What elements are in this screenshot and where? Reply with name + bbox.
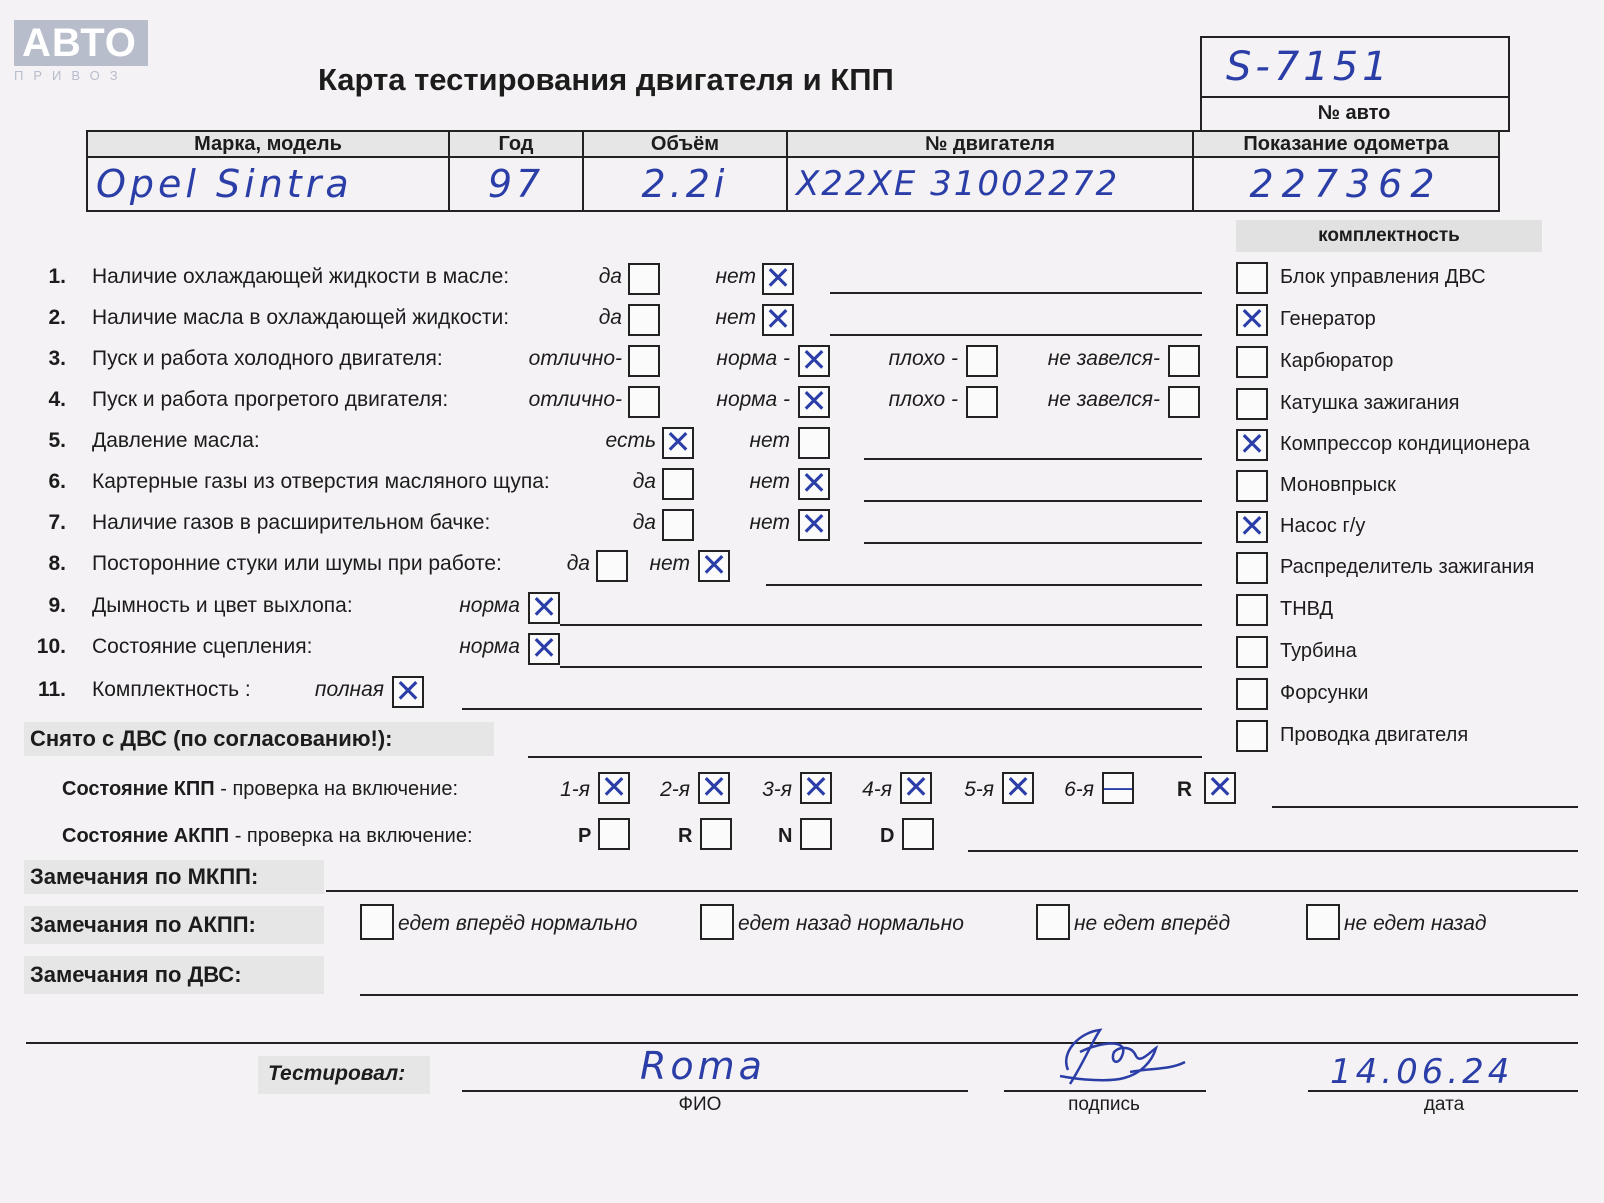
option-label: нет	[649, 552, 690, 575]
komplekt-item: Турбина	[1280, 640, 1357, 662]
option-checkbox-checked[interactable]: ✕	[392, 676, 424, 708]
komplekt-checkbox[interactable]	[1236, 552, 1268, 584]
kpp-label-rest: - проверка на включение:	[214, 778, 459, 800]
komplekt-item: Катушка зажигания	[1280, 392, 1460, 414]
option-checkbox-checked[interactable]: ✕	[798, 345, 830, 377]
komplekt-checkbox[interactable]	[1236, 470, 1268, 502]
question-text: Состояние сцепления:	[92, 635, 313, 658]
option-label: не завелся-	[1047, 388, 1160, 411]
komplekt-checkbox[interactable]	[1236, 636, 1268, 668]
option-checkbox-checked[interactable]: ✕	[798, 468, 830, 500]
akpp-position-label: P	[578, 825, 592, 847]
option-label: отлично-	[528, 388, 622, 411]
option-checkbox-checked[interactable]: ✕	[528, 592, 560, 624]
option-checkbox-checked[interactable]: ✕	[662, 427, 694, 459]
option-label: да	[598, 265, 622, 288]
komplekt-checkbox-checked[interactable]: ✕	[1236, 304, 1268, 336]
gear-checkbox[interactable]: ✕	[800, 772, 832, 804]
gear-label: 1-я	[560, 778, 590, 801]
option-label: нет	[749, 470, 790, 493]
option-checkbox-checked[interactable]: ✕	[798, 509, 830, 541]
komplekt-item: ТНВД	[1280, 598, 1334, 620]
notes-line	[830, 292, 1202, 294]
question-text: Посторонние стуки или шумы при работе:	[92, 552, 502, 575]
option-label: да	[566, 552, 590, 575]
question-number: 3.	[48, 347, 66, 370]
header-engine-number: № двигателя	[787, 131, 1193, 157]
option-label: норма	[459, 635, 520, 658]
question-number: 7.	[48, 511, 66, 534]
tester-name: Roma	[640, 1044, 766, 1088]
value-year: 97	[449, 157, 583, 211]
remarks-mkpp-label: Замечания по МКПП:	[30, 864, 259, 889]
avtoprivoz-logo	[14, 20, 148, 83]
question-number: 5.	[48, 429, 66, 452]
option-checkbox[interactable]	[662, 468, 694, 500]
notes-line	[968, 850, 1578, 852]
value-make-model: Opel Sintra	[87, 157, 449, 211]
akpp-checkbox[interactable]	[902, 818, 934, 850]
akpp-checkbox[interactable]	[598, 818, 630, 850]
komplekt-checkbox-checked[interactable]: ✕	[1236, 511, 1268, 543]
gear-checkbox[interactable]: ✕	[1204, 772, 1236, 804]
notes-line	[360, 994, 1578, 996]
komplekt-checkbox[interactable]	[1236, 262, 1268, 294]
question-number: 6.	[48, 470, 66, 493]
gear-label: 5-я	[964, 778, 994, 801]
akpp-remark-checkbox[interactable]	[1036, 904, 1070, 940]
akpp-label-rest: - проверка на включение:	[229, 825, 473, 847]
option-label: нет	[749, 511, 790, 534]
gear-checkbox[interactable]: ✕	[598, 772, 630, 804]
option-checkbox[interactable]	[628, 263, 660, 295]
akpp-remark-option: не едет вперёд	[1074, 912, 1231, 935]
akpp-remark-option: едет вперёд нормально	[398, 912, 638, 935]
value-engine-number: X22XE 31002272	[787, 157, 1193, 211]
akpp-position-label: R	[678, 825, 693, 847]
option-label: есть	[605, 429, 656, 452]
question-text: Картерные газы из отверстия масляного щупа:	[92, 470, 550, 493]
option-label: плохо -	[888, 347, 958, 370]
gear-checkbox[interactable]: —	[1104, 771, 1132, 802]
option-label: да	[632, 511, 656, 534]
value-odometer: 227362	[1193, 157, 1499, 211]
header-odometer: Показание одометра	[1193, 131, 1499, 157]
signature-line	[1004, 1090, 1206, 1092]
akpp-remark-checkbox[interactable]	[360, 904, 394, 940]
notes-line	[560, 666, 1202, 668]
option-label: норма -	[716, 347, 790, 370]
option-label: плохо -	[888, 388, 958, 411]
komplekt-item: Насос г/у	[1280, 515, 1366, 537]
auto-number-value: S-7151	[1226, 44, 1392, 90]
notes-line	[26, 1042, 1578, 1044]
komplekt-checkbox-checked[interactable]: ✕	[1236, 429, 1268, 461]
komplekt-checkbox[interactable]	[1236, 388, 1268, 420]
logo-main-text: АВТО	[14, 20, 148, 66]
question-text: Дымность и цвет выхлопа:	[92, 594, 353, 617]
gear-checkbox[interactable]: ✕	[698, 772, 730, 804]
option-label: норма -	[716, 388, 790, 411]
kpp-label	[62, 778, 458, 801]
gear-label: 3-я	[762, 778, 792, 801]
option-checkbox[interactable]	[596, 550, 628, 582]
akpp-label	[62, 825, 473, 848]
header-make-model: Марка, модель	[87, 131, 449, 157]
akpp-checkbox[interactable]	[800, 818, 832, 850]
komplekt-checkbox[interactable]	[1236, 678, 1268, 710]
option-checkbox[interactable]	[966, 386, 998, 418]
remarks-akpp-label: Замечания по АКПП:	[30, 912, 256, 937]
gear-label: R	[1176, 778, 1192, 801]
removed-label: Снято с ДВС (по согласованию!):	[30, 726, 393, 751]
option-checkbox[interactable]	[966, 345, 998, 377]
komplekt-item: Проводка двигателя	[1280, 724, 1469, 746]
question-number: 9.	[48, 594, 66, 617]
komplekt-item: Распределитель зажигания	[1280, 556, 1535, 578]
komplekt-checkbox[interactable]	[1236, 720, 1268, 752]
option-checkbox[interactable]	[628, 386, 660, 418]
vehicle-info-table	[86, 130, 1500, 212]
akpp-position-label: N	[778, 825, 793, 847]
akpp-position-label: D	[880, 825, 895, 847]
question-text: Наличие охлаждающей жидкости в масле:	[92, 265, 510, 288]
komplekt-item: Форсунки	[1280, 682, 1369, 704]
akpp-checkbox[interactable]	[700, 818, 732, 850]
divider	[1200, 96, 1508, 98]
option-label: нет	[715, 265, 756, 288]
signature-image	[1040, 1022, 1190, 1092]
komplektnost-header: комплектность	[1236, 220, 1542, 252]
notes-line	[560, 624, 1202, 626]
gear-label: 2-я	[660, 778, 690, 801]
question-number: 8.	[48, 552, 66, 575]
akpp-remark-option: не едет назад	[1344, 912, 1487, 935]
gear-checkbox[interactable]: ✕	[900, 772, 932, 804]
notes-line	[462, 708, 1202, 710]
question-number: 4.	[48, 388, 66, 411]
date-caption: дата	[1423, 1094, 1465, 1115]
question-text: Наличие масла в охлаждающей жидкости:	[92, 306, 510, 329]
option-label: да	[632, 470, 656, 493]
notes-line	[528, 756, 1202, 758]
akpp-remark-checkbox[interactable]	[700, 904, 734, 940]
option-label: полная	[314, 678, 384, 701]
question-number: 10.	[36, 635, 66, 658]
question-text: Давление масла:	[92, 429, 260, 452]
question-text: Комплектность :	[92, 678, 251, 701]
header-year: Год	[449, 131, 583, 157]
option-checkbox[interactable]	[628, 304, 660, 336]
notes-line	[864, 458, 1202, 460]
question-text: Пуск и работа прогретого двигателя:	[92, 388, 449, 411]
option-checkbox[interactable]	[798, 427, 830, 459]
komplekt-item: Генератор	[1280, 308, 1376, 330]
auto-number-label: № авто	[1317, 102, 1391, 124]
option-label: норма	[459, 594, 520, 617]
notes-line	[1272, 806, 1578, 808]
komplekt-item: Карбюратор	[1280, 350, 1394, 372]
kpp-label-bold: Состояние КПП	[62, 778, 215, 800]
question-number: 11.	[37, 678, 66, 701]
option-checkbox-checked[interactable]: ✕	[798, 386, 830, 418]
notes-line	[864, 500, 1202, 502]
page-title: Карта тестирования двигателя и КПП	[318, 62, 894, 97]
gear-label: 6-я	[1064, 778, 1094, 801]
option-checkbox-checked[interactable]: ✕	[762, 304, 794, 336]
akpp-remark-option: едет назад нормально	[738, 912, 964, 935]
akpp-label-bold: Состояние АКПП	[62, 825, 230, 847]
signature-caption: подпись	[1068, 1094, 1140, 1115]
remarks-dvs-label: Замечания по ДВС:	[30, 962, 242, 987]
question-number: 2.	[48, 306, 66, 329]
komplekt-item: Моновпрыск	[1280, 474, 1396, 496]
option-label: да	[598, 306, 622, 329]
header-volume: Объём	[583, 131, 787, 157]
value-volume: 2.2i	[583, 157, 787, 211]
option-checkbox-checked[interactable]: ✕	[528, 633, 560, 665]
notes-line	[326, 890, 1578, 892]
option-checkbox[interactable]	[1168, 345, 1200, 377]
komplekt-checkbox[interactable]	[1236, 594, 1268, 626]
komplekt-item: Компрессор кондиционера	[1280, 433, 1530, 455]
name-caption: ФИО	[678, 1094, 722, 1115]
option-checkbox[interactable]	[628, 345, 660, 377]
option-label: нет	[749, 429, 790, 452]
option-checkbox[interactable]	[1168, 386, 1200, 418]
komplekt-checkbox[interactable]	[1236, 346, 1268, 378]
question-text: Наличие газов в расширительном бачке:	[92, 511, 491, 534]
notes-line	[766, 584, 1202, 586]
name-line	[462, 1090, 968, 1092]
option-checkbox[interactable]	[662, 509, 694, 541]
table-header-row	[87, 131, 1499, 157]
table-row	[87, 157, 1499, 211]
akpp-remark-checkbox[interactable]	[1306, 904, 1340, 940]
gear-checkbox[interactable]: ✕	[1002, 772, 1034, 804]
logo-sub-text: ПРИВОЗ	[14, 68, 128, 83]
komplekt-item: Блок управления ДВС	[1280, 266, 1486, 288]
notes-line	[830, 334, 1202, 336]
tested-by-label: Тестировал:	[268, 1062, 406, 1085]
option-checkbox-checked[interactable]: ✕	[698, 550, 730, 582]
gear-label: 4-я	[862, 778, 892, 801]
option-label: нет	[715, 306, 756, 329]
option-label: отлично-	[528, 347, 622, 370]
option-label: не завелся-	[1047, 347, 1160, 370]
option-checkbox-checked[interactable]: ✕	[762, 263, 794, 295]
test-date: 14.06.24	[1330, 1052, 1514, 1092]
notes-line	[864, 542, 1202, 544]
question-number: 1.	[48, 265, 66, 288]
question-text: Пуск и работа холодного двигателя:	[92, 347, 443, 370]
date-line	[1308, 1090, 1578, 1092]
